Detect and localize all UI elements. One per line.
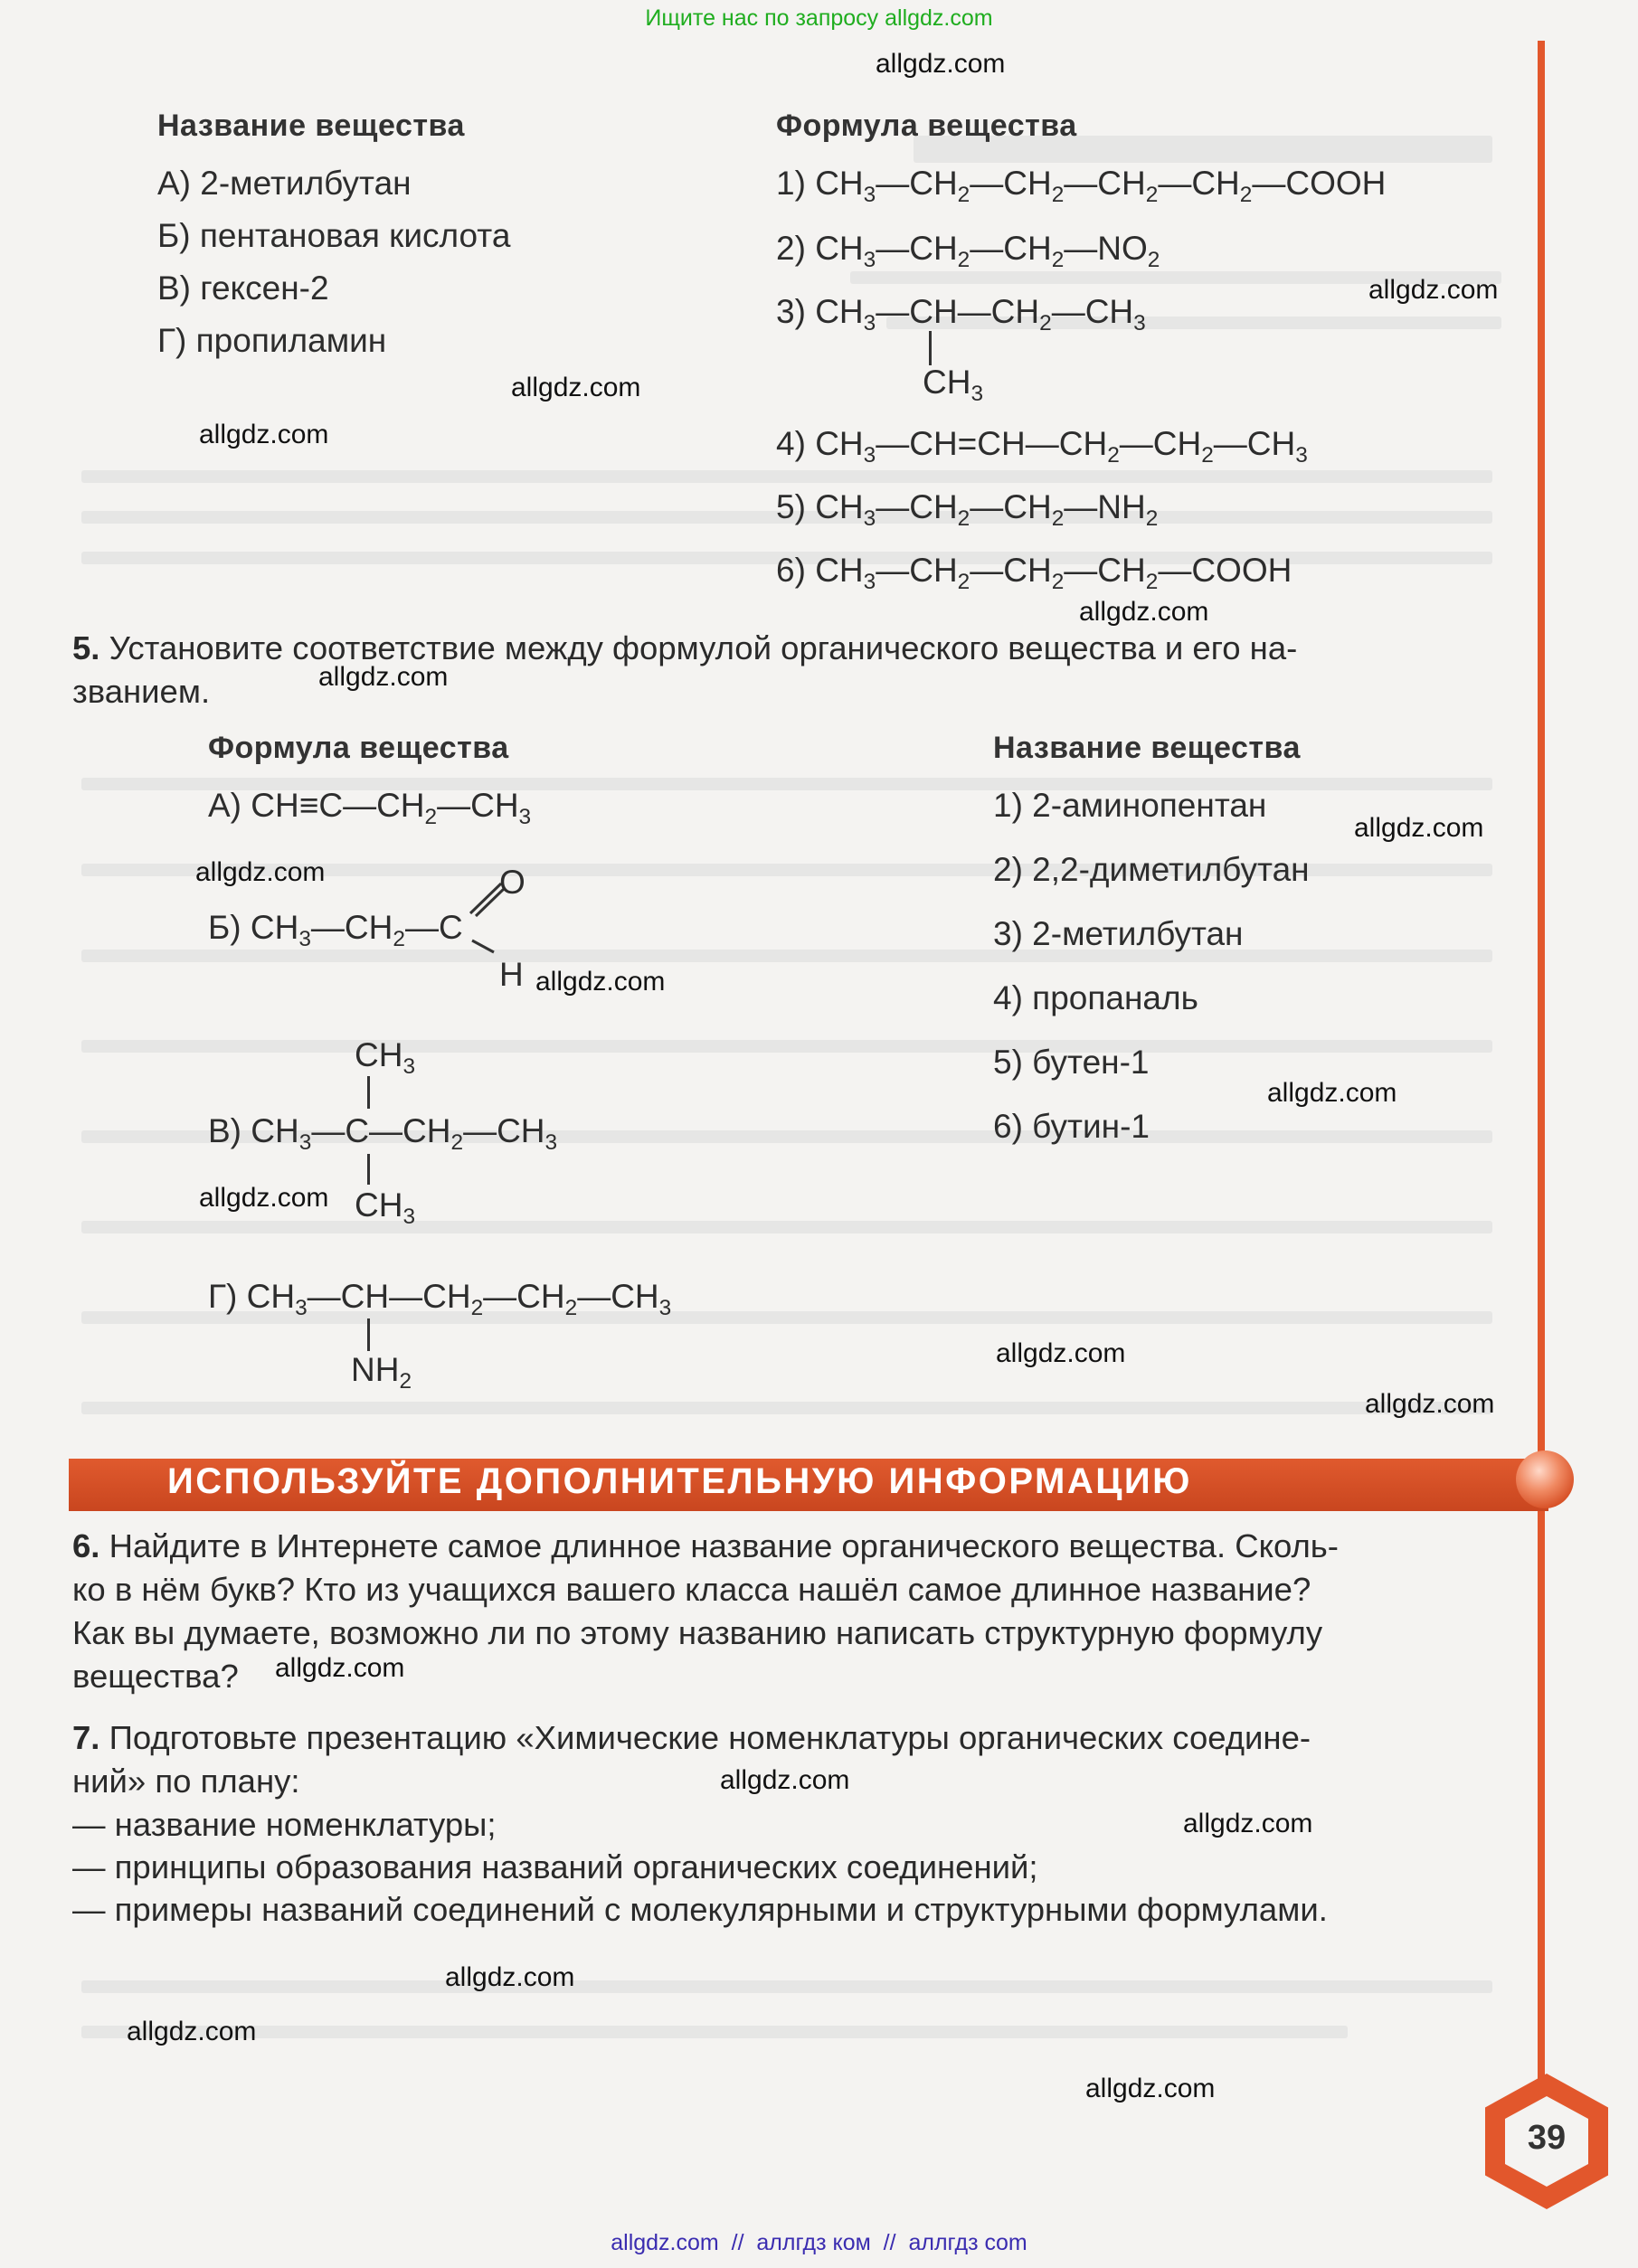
watermark[interactable]: allgdz.com [1365,1389,1495,1419]
banner-ball-decoration [1516,1451,1574,1508]
task5-formula-v-bottom: $CH_3$ [355,1186,416,1229]
task5-formula-v-bond-top [367,1076,370,1109]
task5-formula-a: А) $CH\equiv C—CH_2—CH_3$ [208,787,532,829]
task5-name-5: 5) бутен-1 [993,1044,1150,1081]
task5-aldehyde-bonds [452,873,507,954]
footer-banner[interactable]: allgdz.com // аллгдз ком // аллгдз com [611,2230,1027,2255]
task4-name-g: Г) пропиламин [157,322,387,359]
watermark[interactable]: allgdz.com [275,1653,405,1683]
watermark[interactable]: allgdz.com [535,967,666,997]
watermark[interactable]: allgdz.com [199,420,329,449]
task7-line1: 7. Подготовьте презентацию «Химические номенклатуры органических соедине- [72,1719,1311,1756]
watermark[interactable]: allgdz.com [318,662,449,692]
task6-line4: вещества? [72,1658,239,1695]
task4-formula-3: 3) $CH_3—CH—CH_2—CH_3$ [776,293,1146,335]
task5-formula-header: Формула вещества [208,731,509,765]
watermark[interactable]: allgdz.com [511,373,641,402]
watermark[interactable]: allgdz.com [1368,275,1499,305]
task7-line5: — примеры названий соединений с молекулярными и структурными формулами. [72,1891,1328,1928]
task5-text-line2: званием. [72,673,211,710]
watermark[interactable]: allgdz.com [876,49,1006,79]
task4-name-v: В) гексен-2 [157,269,329,307]
task5-text-line1: 5. Установите соответствие между формулой органического вещества и его на- [72,629,1298,666]
task5-name-2: 2) 2,2-диметилбутан [993,851,1310,888]
task5-formula-g-branch: $NH_2$ [351,1351,412,1394]
watermark[interactable]: allgdz.com [1085,2074,1216,2103]
task6-line2: ко в нём букв? Кто из учащихся вашего класса нашёл самое длинное название? [72,1571,1311,1608]
task4-formula-header: Формула вещества [776,109,1077,143]
task4-name-header: Название вещества [157,109,465,143]
task4-formula-5: 5) $CH_3—CH_2—CH_2—NH_2$ [776,488,1159,531]
task5-name-4: 4) пропаналь [993,979,1198,1016]
task4-formula-4: 4) $CH_3—CH=CH—CH_2—CH_2—CH_3$ [776,425,1308,468]
watermark[interactable]: allgdz.com [996,1338,1126,1368]
task7-line3: — название номенклатуры; [72,1806,497,1843]
task5-formula-b: Б) $CH_3—CH_2—C$ [208,909,463,951]
task5-formula-v-bond-bottom [367,1154,370,1185]
watermark[interactable]: allgdz.com [127,2017,257,2046]
task4-formula-3-branch: $CH_3$ [923,364,984,406]
page-margin-line [1538,41,1545,2112]
task4-formula-3-bond [929,331,932,365]
task4-name-a: А) 2-метилбутан [157,165,412,202]
task4-formula-1: 1) $CH_3—CH_2—CH_2—CH_2—CH_2—COOH$ [776,165,1387,207]
task5-formula-g: Г) $CH_3—CH—CH_2—CH_2—CH_3$ [208,1278,672,1320]
task5-name-header: Название вещества [993,731,1301,765]
watermark[interactable]: allgdz.com [195,857,326,887]
task7-line4: — принципы образования названий органических соединений; [72,1848,1038,1885]
task6-line1: 6. Найдите в Интернете самое длинное название органического вещества. Сколь- [72,1527,1339,1564]
task7-line2: ний» по плану: [72,1762,300,1800]
watermark[interactable]: allgdz.com [445,1962,575,1992]
task6-line3: Как вы думаете, возможно ли по этому названию написать структурную формулу [72,1614,1323,1651]
task5-aldehyde-o: O [499,864,525,901]
task5-name-3: 3) 2-метилбутан [993,915,1244,952]
watermark[interactable]: allgdz.com [1354,813,1484,843]
task4-name-b: Б) пентановая кислота [157,217,511,254]
task4-formula-6: 6) $CH_3—CH_2—CH_2—CH_2—COOH$ [776,552,1292,594]
task5-name-1: 1) 2-аминопентан [993,787,1267,824]
page-number: 39 [1527,2119,1567,2157]
watermark[interactable]: allgdz.com [199,1183,329,1213]
section-banner-title: ИСПОЛЬЗУЙТЕ ДОПОЛНИТЕЛЬНУЮ ИНФОРМАЦИЮ [167,1461,1192,1501]
task4-formula-2: 2) $CH_3—CH_2—CH_2—NO_2$ [776,230,1160,272]
watermark[interactable]: allgdz.com [1183,1809,1313,1838]
task5-aldehyde-h: H [499,956,524,993]
watermark[interactable]: allgdz.com [1079,597,1209,627]
task5-name-6: 6) бутин-1 [993,1108,1150,1145]
task5-formula-g-bond [367,1318,370,1351]
top-banner[interactable]: Ищите нас по запросу allgdz.com [645,5,993,31]
watermark[interactable]: allgdz.com [720,1765,850,1795]
task5-formula-v-top: $CH_3$ [355,1036,416,1079]
page-number-badge [1485,2074,1608,2209]
watermark[interactable]: allgdz.com [1267,1078,1397,1108]
task5-formula-v: В) $CH_3—C—CH_2—CH_3$ [208,1112,558,1155]
